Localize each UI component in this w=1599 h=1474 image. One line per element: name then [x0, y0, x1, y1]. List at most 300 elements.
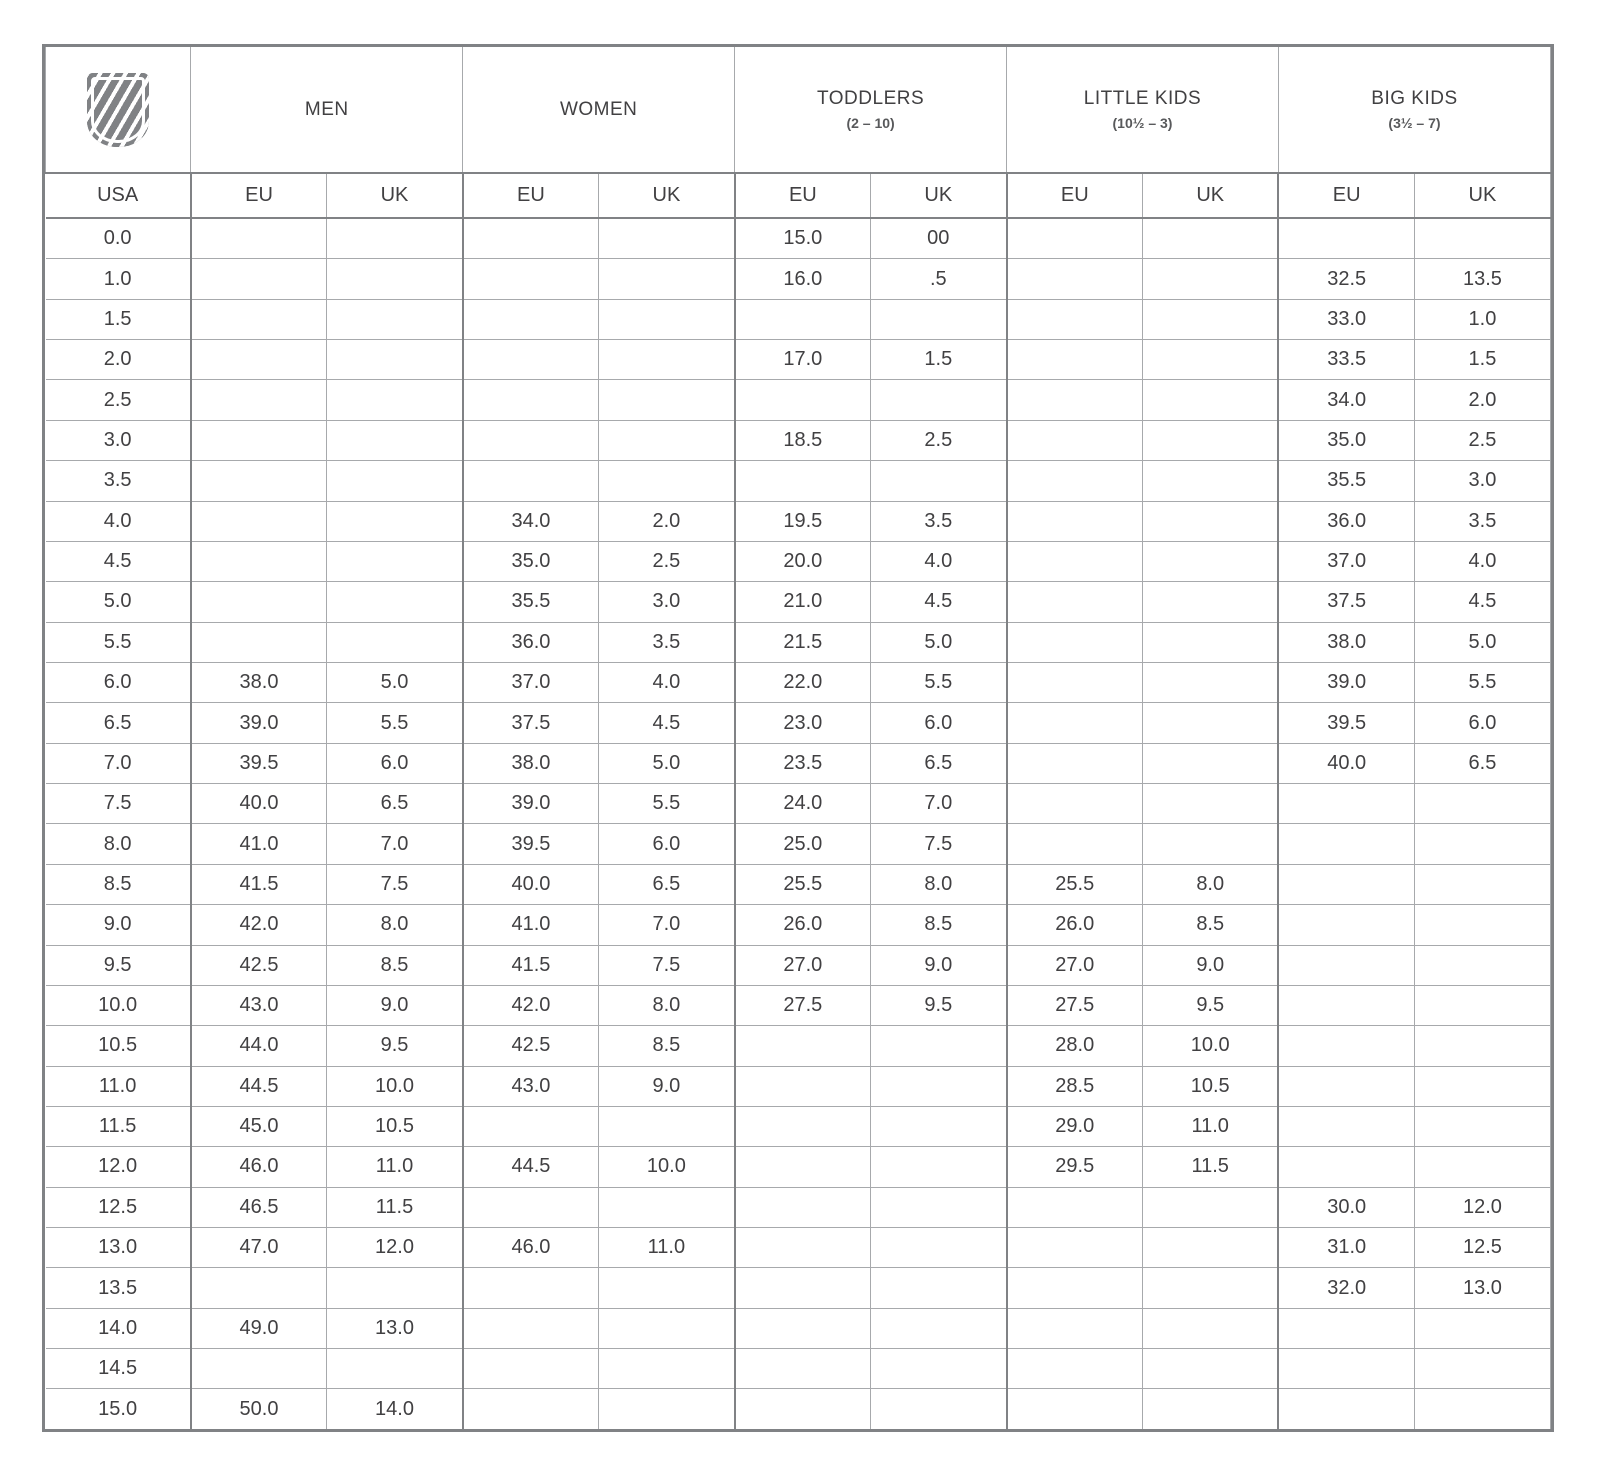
size-cell: 8.0 [327, 905, 463, 945]
size-cell [1007, 1187, 1143, 1227]
size-cell: .5 [871, 259, 1007, 299]
size-cell: 42.0 [191, 905, 327, 945]
column-header-eu-3: EU [463, 173, 599, 218]
usa-size-cell: 0.0 [46, 218, 191, 259]
size-cell: 7.0 [327, 824, 463, 864]
size-cell [327, 299, 463, 339]
usa-size-cell: 12.5 [46, 1187, 191, 1227]
table-row [46, 1106, 1551, 1146]
size-cell: 41.5 [463, 945, 599, 985]
size-cell [1142, 784, 1278, 824]
size-cell: 33.5 [1278, 340, 1414, 380]
size-cell [735, 1308, 871, 1348]
table-row [46, 461, 1551, 501]
size-cell: 00 [871, 218, 1007, 259]
size-cell [1278, 1147, 1414, 1187]
size-cell: 2.0 [1414, 380, 1550, 420]
usa-size-cell: 15.0 [46, 1389, 191, 1429]
size-cell: 28.0 [1007, 1026, 1143, 1066]
size-cell [1142, 703, 1278, 743]
usa-size-cell: 13.0 [46, 1228, 191, 1268]
column-header-eu-7: EU [1007, 173, 1143, 218]
table-row [46, 218, 1551, 259]
column-header-uk-8: UK [1142, 173, 1278, 218]
size-cell: 13.5 [1414, 259, 1550, 299]
usa-size-cell: 12.0 [46, 1147, 191, 1187]
table-row [46, 299, 1551, 339]
size-cell: 26.0 [1007, 905, 1143, 945]
size-cell: 26.0 [735, 905, 871, 945]
table-row [46, 340, 1551, 380]
size-cell: 46.5 [191, 1187, 327, 1227]
size-cell [599, 218, 735, 259]
size-cell [1142, 1187, 1278, 1227]
size-cell [463, 420, 599, 460]
size-cell: 3.0 [599, 582, 735, 622]
size-cell: 41.0 [463, 905, 599, 945]
group-header-label: TODDLERS [817, 88, 925, 110]
size-cell [1278, 1066, 1414, 1106]
size-cell [1142, 1308, 1278, 1348]
size-cell [599, 1268, 735, 1308]
group-header-sublabel: (2 – 10) [846, 115, 895, 132]
table-row [46, 1147, 1551, 1187]
size-cell: 6.5 [327, 784, 463, 824]
size-cell: 5.5 [871, 663, 1007, 703]
size-cell [871, 1066, 1007, 1106]
size-cell [1007, 340, 1143, 380]
size-cell: 40.0 [191, 784, 327, 824]
usa-size-cell: 6.0 [46, 663, 191, 703]
size-cell: 38.0 [191, 663, 327, 703]
usa-size-cell: 5.0 [46, 582, 191, 622]
size-cell [1007, 461, 1143, 501]
table-row [46, 1228, 1551, 1268]
size-cell: 18.5 [735, 420, 871, 460]
group-header-label: WOMEN [559, 98, 638, 120]
size-cell: 8.5 [871, 905, 1007, 945]
size-chart-table [45, 47, 1551, 1429]
table-row [46, 582, 1551, 622]
size-cell: 37.0 [463, 663, 599, 703]
table-row [46, 703, 1551, 743]
size-cell [1142, 743, 1278, 783]
size-cell [191, 1268, 327, 1308]
size-cell: 1.5 [1414, 340, 1550, 380]
size-cell: 10.0 [1142, 1026, 1278, 1066]
size-cell [735, 1349, 871, 1389]
table-row [46, 541, 1551, 581]
size-cell [327, 1349, 463, 1389]
size-cell [1007, 1268, 1143, 1308]
size-cell [191, 218, 327, 259]
size-cell [735, 461, 871, 501]
usa-size-cell: 2.5 [46, 380, 191, 420]
table-row [46, 622, 1551, 662]
size-cell: 43.0 [463, 1066, 599, 1106]
size-cell [599, 461, 735, 501]
size-cell: 39.5 [191, 743, 327, 783]
size-cell: 5.0 [871, 622, 1007, 662]
size-cell: 2.0 [599, 501, 735, 541]
size-conversion-chart [42, 44, 1554, 1432]
size-cell: 8.0 [1142, 864, 1278, 904]
size-cell: 1.0 [1414, 299, 1550, 339]
size-cell [1278, 945, 1414, 985]
size-cell: 3.5 [599, 622, 735, 662]
size-cell: 5.5 [327, 703, 463, 743]
size-cell [735, 299, 871, 339]
size-cell [735, 1389, 871, 1429]
size-cell [327, 420, 463, 460]
size-cell [1414, 945, 1550, 985]
size-cell: 10.0 [327, 1066, 463, 1106]
group-header-men [191, 47, 463, 173]
size-cell [1278, 784, 1414, 824]
size-cell: 34.0 [1278, 380, 1414, 420]
size-cell: 17.0 [735, 340, 871, 380]
column-header-uk-10: UK [1414, 173, 1550, 218]
size-cell: 22.0 [735, 663, 871, 703]
size-cell [735, 380, 871, 420]
size-cell [1278, 1308, 1414, 1348]
size-cell: 9.0 [1142, 945, 1278, 985]
size-cell: 40.0 [1278, 743, 1414, 783]
size-cell: 39.0 [463, 784, 599, 824]
group-header-big-kids [1278, 47, 1550, 173]
size-cell: 11.5 [1142, 1147, 1278, 1187]
size-cell [1007, 541, 1143, 581]
table-row [46, 380, 1551, 420]
size-cell: 6.0 [327, 743, 463, 783]
size-cell: 8.5 [1142, 905, 1278, 945]
size-cell [1142, 259, 1278, 299]
size-cell [1142, 1268, 1278, 1308]
size-cell [599, 299, 735, 339]
size-cell: 8.5 [599, 1026, 735, 1066]
group-header-toddlers [735, 47, 1007, 173]
size-cell [191, 380, 327, 420]
size-cell: 39.5 [1278, 703, 1414, 743]
size-cell [1414, 1349, 1550, 1389]
table-row [46, 259, 1551, 299]
size-cell [1007, 218, 1143, 259]
table-row [46, 824, 1551, 864]
size-cell: 43.0 [191, 985, 327, 1025]
size-cell: 10.5 [327, 1106, 463, 1146]
size-cell [599, 340, 735, 380]
size-cell [463, 461, 599, 501]
table-row [46, 945, 1551, 985]
column-header-uk-6: UK [871, 173, 1007, 218]
size-cell [871, 461, 1007, 501]
size-cell: 11.0 [1142, 1106, 1278, 1146]
size-cell: 32.5 [1278, 259, 1414, 299]
usa-size-cell: 7.5 [46, 784, 191, 824]
size-cell: 4.5 [599, 703, 735, 743]
size-cell: 6.5 [1414, 743, 1550, 783]
usa-size-cell: 5.5 [46, 622, 191, 662]
size-cell: 11.5 [327, 1187, 463, 1227]
size-cell [1142, 622, 1278, 662]
size-cell [327, 461, 463, 501]
size-cell: 37.5 [463, 703, 599, 743]
size-cell [871, 1308, 1007, 1348]
size-cell: 37.5 [1278, 582, 1414, 622]
size-cell [599, 1349, 735, 1389]
size-cell [1007, 259, 1143, 299]
size-cell: 25.0 [735, 824, 871, 864]
size-cell [1142, 824, 1278, 864]
size-cell [327, 622, 463, 662]
size-cell [1142, 501, 1278, 541]
size-cell [1278, 905, 1414, 945]
size-cell [1007, 299, 1143, 339]
size-cell [735, 1187, 871, 1227]
size-cell: 35.0 [463, 541, 599, 581]
size-cell: 39.5 [463, 824, 599, 864]
size-cell [1142, 1349, 1278, 1389]
size-cell [1414, 1106, 1550, 1146]
size-cell: 41.5 [191, 864, 327, 904]
size-cell [1142, 1228, 1278, 1268]
column-header-uk-4: UK [599, 173, 735, 218]
size-cell: 27.5 [735, 985, 871, 1025]
size-cell: 27.0 [735, 945, 871, 985]
size-cell: 8.5 [327, 945, 463, 985]
size-cell: 29.5 [1007, 1147, 1143, 1187]
size-cell [1414, 864, 1550, 904]
size-cell: 42.0 [463, 985, 599, 1025]
size-cell: 42.5 [191, 945, 327, 985]
size-cell [1007, 824, 1143, 864]
size-cell: 14.0 [327, 1389, 463, 1429]
usa-size-cell: 4.5 [46, 541, 191, 581]
size-cell [1142, 420, 1278, 460]
size-cell: 3.5 [1414, 501, 1550, 541]
size-cell [1007, 743, 1143, 783]
size-cell [1278, 1349, 1414, 1389]
size-cell: 12.5 [1414, 1228, 1550, 1268]
size-cell: 27.0 [1007, 945, 1143, 985]
usa-size-cell: 11.5 [46, 1106, 191, 1146]
size-cell: 7.0 [871, 784, 1007, 824]
size-cell [463, 340, 599, 380]
size-cell: 5.5 [599, 784, 735, 824]
size-cell [871, 1389, 1007, 1429]
size-cell [735, 1228, 871, 1268]
size-cell: 44.5 [463, 1147, 599, 1187]
table-row [46, 663, 1551, 703]
size-cell [1414, 784, 1550, 824]
size-cell: 29.0 [1007, 1106, 1143, 1146]
size-cell [871, 299, 1007, 339]
size-cell: 38.0 [1278, 622, 1414, 662]
size-cell: 35.0 [1278, 420, 1414, 460]
size-cell [735, 1147, 871, 1187]
table-row [46, 1349, 1551, 1389]
size-cell: 8.0 [871, 864, 1007, 904]
size-cell: 39.0 [1278, 663, 1414, 703]
usa-size-cell: 14.5 [46, 1349, 191, 1389]
size-cell [327, 380, 463, 420]
size-cell [599, 380, 735, 420]
size-cell: 9.5 [327, 1026, 463, 1066]
size-cell: 19.5 [735, 501, 871, 541]
size-cell [735, 1066, 871, 1106]
size-cell: 49.0 [191, 1308, 327, 1348]
table-row [46, 985, 1551, 1025]
table-row [46, 743, 1551, 783]
size-cell: 38.0 [463, 743, 599, 783]
size-cell: 6.0 [599, 824, 735, 864]
size-cell [1142, 380, 1278, 420]
size-cell [1142, 340, 1278, 380]
size-cell: 4.5 [1414, 582, 1550, 622]
size-cell: 20.0 [735, 541, 871, 581]
table-row [46, 1389, 1551, 1429]
usa-size-cell: 3.5 [46, 461, 191, 501]
size-cell [1007, 501, 1143, 541]
size-cell [191, 501, 327, 541]
size-cell [463, 1187, 599, 1227]
size-cell [1007, 784, 1143, 824]
size-cell: 36.0 [463, 622, 599, 662]
size-cell [1414, 1389, 1550, 1429]
size-cell: 21.5 [735, 622, 871, 662]
size-cell [327, 259, 463, 299]
size-cell: 1.5 [871, 340, 1007, 380]
size-cell [1414, 824, 1550, 864]
size-cell: 5.5 [1414, 663, 1550, 703]
size-cell [599, 1389, 735, 1429]
group-header-sublabel: (10½ – 3) [1112, 115, 1173, 132]
size-cell [191, 461, 327, 501]
size-cell: 40.0 [463, 864, 599, 904]
size-cell [463, 259, 599, 299]
size-cell [871, 1228, 1007, 1268]
size-cell: 42.5 [463, 1026, 599, 1066]
usa-size-cell: 4.0 [46, 501, 191, 541]
size-cell: 9.5 [871, 985, 1007, 1025]
size-cell: 47.0 [191, 1228, 327, 1268]
size-cell [871, 1187, 1007, 1227]
table-row [46, 1308, 1551, 1348]
size-cell [1142, 1389, 1278, 1429]
size-cell: 23.0 [735, 703, 871, 743]
usa-size-cell: 8.5 [46, 864, 191, 904]
size-cell: 44.0 [191, 1026, 327, 1066]
size-cell [191, 340, 327, 380]
size-cell: 9.0 [599, 1066, 735, 1106]
usa-size-cell: 9.0 [46, 905, 191, 945]
group-header-label: BIG KIDS [1371, 88, 1458, 110]
size-cell: 7.0 [599, 905, 735, 945]
table-row [46, 1187, 1551, 1227]
size-cell [599, 259, 735, 299]
size-cell: 6.0 [1414, 703, 1550, 743]
size-cell: 31.0 [1278, 1228, 1414, 1268]
size-cell [871, 1106, 1007, 1146]
size-cell [1278, 1026, 1414, 1066]
size-cell [599, 1308, 735, 1348]
size-cell: 50.0 [191, 1389, 327, 1429]
size-cell [1007, 703, 1143, 743]
size-cell: 13.0 [327, 1308, 463, 1348]
size-cell: 2.5 [871, 420, 1007, 460]
size-cell [1142, 461, 1278, 501]
table-row [46, 1268, 1551, 1308]
column-header-uk-2: UK [327, 173, 463, 218]
usa-size-cell: 9.5 [46, 945, 191, 985]
size-cell [1142, 218, 1278, 259]
size-cell: 35.5 [463, 582, 599, 622]
size-cell: 15.0 [735, 218, 871, 259]
table-row [46, 784, 1551, 824]
size-cell: 11.0 [599, 1228, 735, 1268]
size-cell [871, 1349, 1007, 1389]
shield-logo-icon [46, 47, 191, 173]
size-cell: 32.0 [1278, 1268, 1414, 1308]
size-cell: 12.0 [327, 1228, 463, 1268]
size-cell [463, 1308, 599, 1348]
size-cell [327, 340, 463, 380]
size-cell [871, 1026, 1007, 1066]
size-cell [599, 420, 735, 460]
size-cell: 4.0 [871, 541, 1007, 581]
size-cell [871, 380, 1007, 420]
size-cell [1414, 905, 1550, 945]
size-cell: 9.5 [1142, 985, 1278, 1025]
usa-size-cell: 3.0 [46, 420, 191, 460]
size-cell: 39.0 [191, 703, 327, 743]
column-header-eu-5: EU [735, 173, 871, 218]
size-cell [1142, 299, 1278, 339]
size-cell: 37.0 [1278, 541, 1414, 581]
size-cell [191, 420, 327, 460]
size-cell: 10.5 [1142, 1066, 1278, 1106]
size-cell [327, 1268, 463, 1308]
subheader-row [46, 173, 1551, 218]
size-cell: 16.0 [735, 259, 871, 299]
size-cell: 4.0 [599, 663, 735, 703]
size-cell [1142, 582, 1278, 622]
size-cell [1278, 864, 1414, 904]
size-cell: 6.5 [599, 864, 735, 904]
size-cell: 35.5 [1278, 461, 1414, 501]
size-cell: 46.0 [463, 1228, 599, 1268]
size-cell [191, 1349, 327, 1389]
size-cell [327, 501, 463, 541]
table-row [46, 1066, 1551, 1106]
table-row [46, 501, 1551, 541]
size-cell [463, 1106, 599, 1146]
size-cell: 3.5 [871, 501, 1007, 541]
size-cell [327, 541, 463, 581]
size-cell: 24.0 [735, 784, 871, 824]
column-header-eu-9: EU [1278, 173, 1414, 218]
usa-size-cell: 10.5 [46, 1026, 191, 1066]
size-cell [191, 259, 327, 299]
size-cell [1007, 1228, 1143, 1268]
usa-size-cell: 6.5 [46, 703, 191, 743]
size-cell: 7.5 [871, 824, 1007, 864]
size-cell [1007, 663, 1143, 703]
size-cell [1414, 1147, 1550, 1187]
size-cell: 11.0 [327, 1147, 463, 1187]
size-cell: 45.0 [191, 1106, 327, 1146]
size-cell [463, 1268, 599, 1308]
